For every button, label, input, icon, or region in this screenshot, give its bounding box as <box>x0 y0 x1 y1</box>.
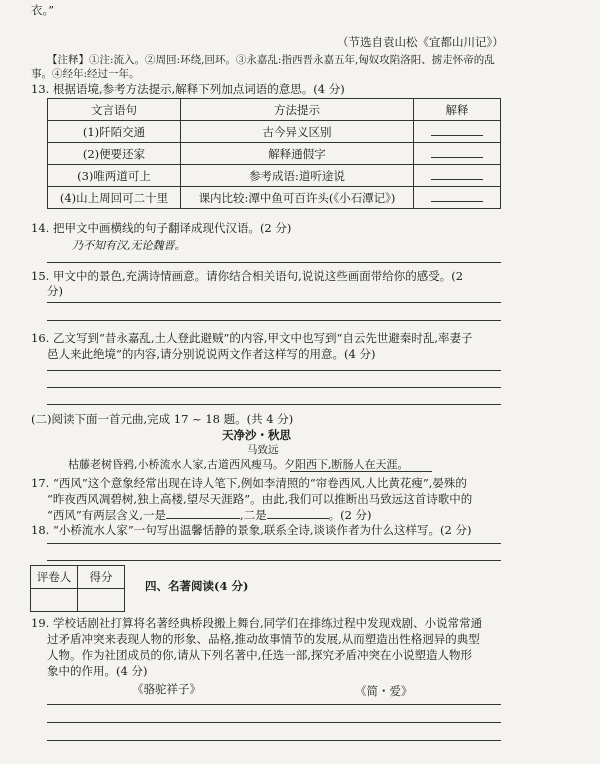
q17-text-c: 。(2 分) <box>328 508 372 522</box>
answer-line[interactable] <box>47 387 501 388</box>
answer-blank[interactable] <box>414 187 501 209</box>
q13-title: 13. 根据语境,参考方法提示,解释下列加点词语的意思。(4 分) <box>31 82 345 96</box>
poem-title: 天净沙・秋思 <box>222 428 291 442</box>
top-line: 衣。” <box>31 3 55 17</box>
poem-author: 马致远 <box>247 444 279 456</box>
answer-blank[interactable] <box>414 165 501 187</box>
section2-title: (二)阅读下面一首元曲,完成 17 ~ 18 题。(共 4 分) <box>31 412 294 426</box>
table-header: 文言语句 <box>48 99 181 121</box>
q13-table <box>47 98 501 209</box>
q17-blank-2[interactable] <box>267 508 329 519</box>
answer-line[interactable] <box>47 740 501 741</box>
table-cell: 解释通假字 <box>181 143 414 165</box>
q18-title: 18. “小桥流水人家”一句写出温馨恬静的景象,联系全诗,谈谈作者为什么这样写。(2 分) <box>31 523 472 537</box>
answer-line[interactable] <box>47 302 501 303</box>
table-cell: 古今异义区别 <box>181 121 414 143</box>
q17-text-b: ,二是 <box>239 508 267 522</box>
answer-blank[interactable] <box>414 143 501 165</box>
table-cell: (2)便要还家 <box>48 143 181 165</box>
table-cell: (1)阡陌交通 <box>48 121 181 143</box>
q16-line-1: 16. 乙文写到“昔永嘉乱,土人登此避贼”的内容,甲文中也写到“自云先世避秦时乱,率妻子 <box>31 331 473 345</box>
answer-line[interactable] <box>47 560 501 561</box>
answer-line[interactable] <box>47 370 501 371</box>
q14-title: 14. 把甲文中画横线的句子翻译成现代汉语。(2 分) <box>31 221 292 235</box>
table-cell: (4)山上周回可二十里 <box>48 187 181 209</box>
points-field[interactable] <box>78 589 125 612</box>
book-option-2: 《简・爱》 <box>355 684 413 698</box>
table-cell: (3)唯两道可上 <box>48 165 181 187</box>
q17-line-1: 17. “西风”这个意象经常出现在诗人笔下,例如李清照的“帘卷西风,人比黄花瘦”,晏殊的 <box>31 476 467 490</box>
score-header-grader: 评卷人 <box>31 566 78 589</box>
table-header: 方法提示 <box>181 99 414 121</box>
score-box <box>30 565 125 612</box>
table-cell: 参考成语:道听途说 <box>181 165 414 187</box>
source-citation: （节选自袁山松《宜都山川记》） <box>337 35 504 49</box>
q15-line-2: 分) <box>47 284 63 298</box>
q19-line-1: 19. 学校话剧社打算将名著经典桥段搬上舞台,同学们在排练过程中发现戏剧、小说常常通 <box>31 616 483 630</box>
answer-line[interactable] <box>47 262 501 263</box>
q15-line-1: 15. 甲文中的景色,充满诗情画意。请你结合相关语句,说说这些画面带给你的感受。(2 <box>31 269 464 283</box>
answer-line[interactable] <box>47 722 501 723</box>
table-row <box>48 187 501 209</box>
answer-blank[interactable] <box>414 121 501 143</box>
q19-line-3: 人物。作为社团成员的你,请从下列名著中,任选一部,探究矛盾冲突在小说塑造人物形 <box>47 648 472 662</box>
q17-text-a: “西风”有两层含义,一是 <box>47 508 166 522</box>
answer-line[interactable] <box>47 543 501 544</box>
grader-field[interactable] <box>31 589 78 612</box>
answer-line[interactable] <box>47 704 501 705</box>
section4-title: 四、名著阅读(4 分) <box>145 579 249 593</box>
table-row <box>48 165 501 187</box>
score-header-points: 得分 <box>78 566 125 589</box>
q17-line-3 <box>47 507 372 523</box>
book-option-1: 《骆驼祥子》 <box>132 682 201 696</box>
notes-line-2: 事。④经年:经过一年。 <box>31 68 140 80</box>
q14-handwritten-answer: 乃不知有汉,无论魏晋。 <box>72 239 186 252</box>
q19-line-4: 象中的作用。(4 分) <box>47 664 148 678</box>
notes-line-1: 【注释】①注:流入。②周回:环绕,回环。③永嘉乱:指西晋永嘉五年,匈奴攻陷洛阳、掳走怀帝的乱 <box>47 54 495 66</box>
poem-underline <box>290 471 432 472</box>
table-row <box>48 121 501 143</box>
table-cell: 课内比较:潭中鱼可百许头(《小石潭记》) <box>181 187 414 209</box>
q19-line-2: 过矛盾冲突来表现人物的形象、品格,推动故事情节的发展,从而塑造出性格迥异的典型 <box>47 632 480 646</box>
answer-line[interactable] <box>47 320 501 321</box>
poem-text: 枯藤老树昏鸦,小桥流水人家,古道西风瘦马。夕阳西下,断肠人在天涯。 <box>68 458 409 471</box>
table-header-row <box>48 99 501 121</box>
answer-line[interactable] <box>47 404 501 405</box>
q17-line-2: “昨夜西风凋碧树,独上高楼,望尽天涯路”。由此,我们可以推断出马致远这首诗歌中的 <box>47 492 473 506</box>
table-row <box>48 143 501 165</box>
table-header: 解释 <box>414 99 501 121</box>
q16-line-2: 邑人来此绝境”的内容,请分别说说两文作者这样写的用意。(4 分) <box>47 347 376 361</box>
q17-blank-1[interactable] <box>166 508 240 519</box>
